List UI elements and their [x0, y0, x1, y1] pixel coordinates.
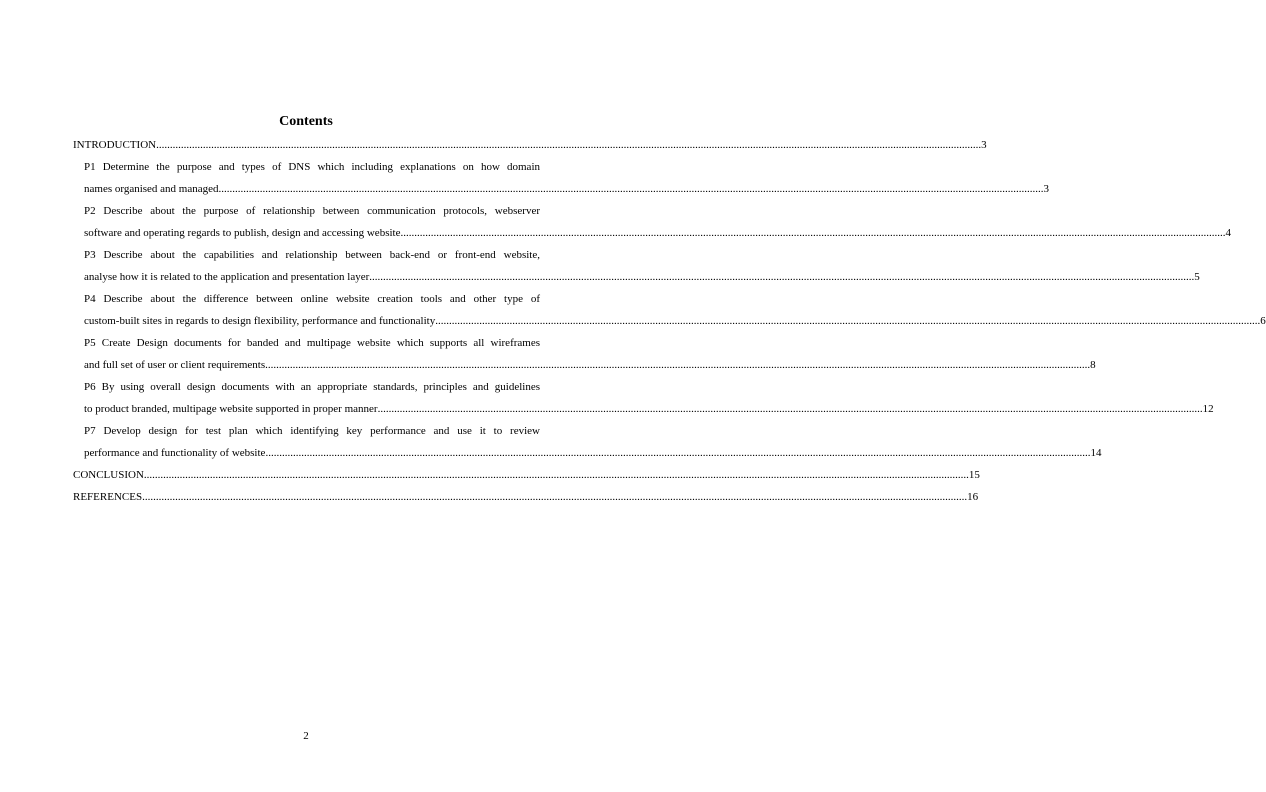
toc-entry[interactable]	[73, 486, 979, 508]
dot-leader: ............................................................................................................................................................................................................................................................................................................	[218, 183, 1044, 195]
dot-leader: ............................................................................................................................................................................................................................................................................................................	[377, 403, 1203, 415]
toc-entry-heading: CONCLUSION	[73, 469, 144, 481]
page-number: 2	[303, 730, 309, 742]
toc-entry-last-line	[73, 464, 980, 486]
toc-entry-heading: REFERENCES	[73, 491, 143, 503]
toc-entry-last-line	[84, 398, 1214, 420]
toc-entry[interactable]	[73, 288, 1266, 332]
toc-entry-line	[84, 376, 540, 398]
toc-page-number: 14	[1090, 447, 1102, 459]
toc-entry-line	[84, 332, 540, 354]
toc-entry-heading: performance and functionality of website	[84, 447, 266, 459]
toc-entry[interactable]	[73, 464, 980, 486]
table-of-contents	[73, 134, 1266, 508]
toc-entry-last-line	[73, 134, 987, 156]
toc-page-number: 6	[1260, 315, 1266, 327]
toc-entry-last-line	[84, 442, 1102, 464]
toc-entry-last-line	[73, 486, 979, 508]
dot-leader: ............................................................................................................................................................................................................................................................................................................	[435, 315, 1261, 327]
toc-entry-heading: software and operating regards to publish, design and accessing website	[84, 227, 401, 239]
toc-entry-line	[84, 288, 540, 310]
toc-entry[interactable]	[73, 332, 1096, 376]
toc-entry-text: P4 Describe about the difference between online website creation tools and other type of	[84, 293, 540, 305]
toc-entry-text: P7 Develop design for test plan which identifying key performance and use it to review	[84, 425, 540, 437]
dot-leader: ............................................................................................................................................................................................................................................................................................................	[265, 359, 1091, 371]
toc-entry-text: P6 By using overall design documents with an appropriate standards, principles and guidelines	[84, 381, 540, 393]
toc-entry-text: P1 Determine the purpose and types of DNS which including explanations on how domain	[84, 161, 540, 173]
toc-entry-heading: INTRODUCTION	[73, 139, 157, 151]
toc-entry-text: P3 Describe about the capabilities and relationship between back-end or front-end website,	[84, 249, 540, 261]
dot-leader: ............................................................................................................................................................................................................................................................................................................	[369, 271, 1195, 283]
toc-entry-line	[84, 420, 540, 442]
toc-page-number: 3	[981, 139, 987, 151]
toc-page-number: 16	[967, 491, 979, 503]
toc-entry[interactable]	[73, 376, 1214, 420]
toc-entry-line	[84, 244, 540, 266]
toc-entry[interactable]	[73, 244, 1200, 288]
toc-entry-text: P5 Create Design documents for banded and multipage website which supports all wireframes	[84, 337, 540, 349]
dot-leader: ............................................................................................................................................................................................................................................................................................................	[400, 227, 1226, 239]
toc-entry-last-line	[84, 310, 1266, 332]
toc-entry[interactable]	[73, 200, 1231, 244]
toc-entry-heading: analyse how it is related to the application and presentation layer	[84, 271, 370, 283]
dot-leader: ............................................................................................................................................................................................................................................................................................................	[143, 469, 969, 481]
toc-entry-line	[84, 200, 540, 222]
toc-page-number: 15	[968, 469, 980, 481]
toc-entry-heading: names organised and managed	[84, 183, 219, 195]
toc-page-number: 5	[1194, 271, 1200, 283]
toc-page-number: 4	[1225, 227, 1231, 239]
toc-entry-line	[84, 156, 540, 178]
toc-entry[interactable]	[73, 134, 987, 156]
toc-entry-heading: and full set of user or client requirements	[84, 359, 266, 371]
toc-page-number: 3	[1043, 183, 1050, 195]
toc-entry-text: P2 Describe about the purpose of relationship between communication protocols, webserver	[84, 205, 540, 217]
dot-leader: ............................................................................................................................................................................................................................................................................................................	[156, 139, 982, 151]
toc-entry-heading: to product branded, multipage website supported in proper manner	[84, 403, 378, 415]
dot-leader: ............................................................................................................................................................................................................................................................................................................	[142, 491, 968, 503]
toc-entry-last-line	[84, 222, 1231, 244]
toc-page-number: 8	[1090, 359, 1096, 371]
toc-entry-last-line	[84, 354, 1096, 376]
toc-page-number: 12	[1202, 403, 1214, 415]
dot-leader: ............................................................................................................................................................................................................................................................................................................	[265, 447, 1091, 459]
toc-entry-heading: custom-built sites in regards to design flexibility, performance and functionality	[84, 315, 436, 327]
toc-entry[interactable]	[73, 420, 1102, 464]
toc-entry-last-line	[84, 178, 1050, 200]
page-title: Contents	[279, 114, 333, 129]
toc-entry[interactable]	[73, 156, 1050, 200]
toc-entry-last-line	[84, 266, 1200, 288]
